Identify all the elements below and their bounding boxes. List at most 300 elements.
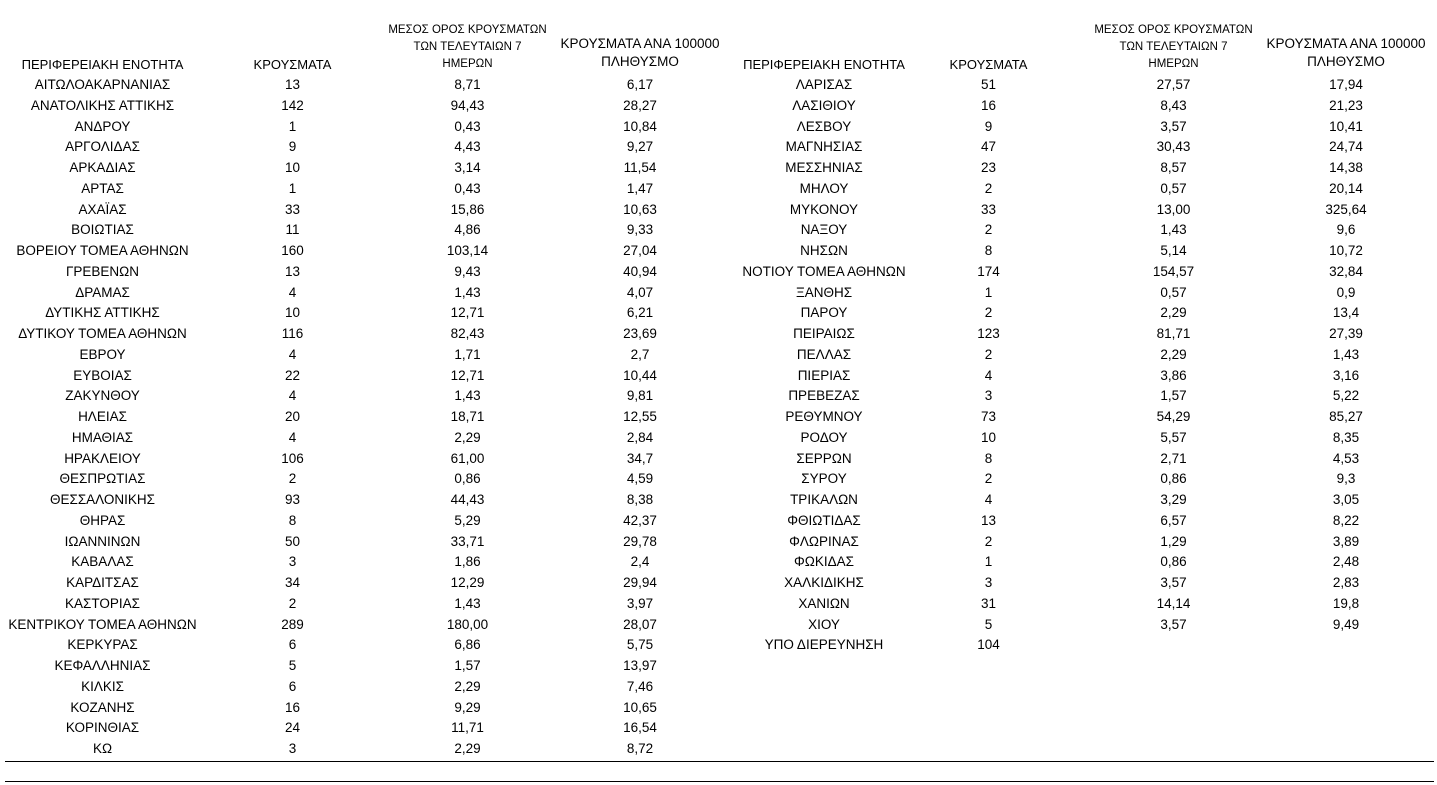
table-row: [726, 137, 1437, 158]
row-region: ΧΙΟΥ: [808, 616, 840, 632]
row-region: ΓΡΕΒΕΝΩΝ: [65, 263, 140, 279]
table-row: [726, 179, 1437, 200]
row-per-100k: 42,37: [623, 512, 657, 528]
row-cases: 23: [980, 160, 997, 175]
row-7day-average: 5,57: [1160, 429, 1187, 445]
row-cases: 142: [281, 97, 304, 113]
row-cases: 93: [284, 492, 301, 507]
row-7day-average: 12,29: [450, 575, 485, 590]
row-region: ΡΟΔΟΥ: [800, 429, 848, 445]
row-cases: 160: [281, 243, 304, 258]
row-region: ΚΑΡΔΙΤΣΑΣ: [66, 575, 139, 590]
row-cases: 5: [984, 616, 993, 632]
table-row: [726, 117, 1437, 138]
row-per-100k: 4,53: [1332, 450, 1360, 466]
row-7day-average: 1,43: [454, 284, 481, 300]
row-per-100k: 27,04: [623, 243, 657, 258]
row-region: ΠΙΕΡΙΑΣ: [797, 367, 851, 383]
row-region: ΠΑΡΟΥ: [800, 305, 848, 321]
row-7day-average: 5,29: [454, 512, 481, 528]
row-cases: 13: [284, 77, 301, 92]
row-7day-average: 1,29: [1160, 533, 1187, 549]
row-per-100k: 3,97: [626, 595, 654, 611]
row-7day-average: 3,57: [1160, 575, 1187, 590]
row-region: ΜΥΚΟΝΟΥ: [789, 201, 859, 217]
row-cases: 1: [288, 180, 297, 196]
row-cases: 10: [284, 305, 301, 321]
row-7day-average: 15,86: [450, 201, 485, 217]
row-cases: 4: [288, 284, 297, 300]
row-7day-average: 33,71: [450, 533, 485, 549]
row-cases: 6: [288, 678, 297, 694]
row-cases: 2: [288, 595, 297, 611]
row-7day-average: 0,86: [1160, 471, 1187, 487]
row-7day-average: 2,29: [1160, 346, 1187, 362]
row-7day-average: 4,43: [454, 139, 481, 155]
row-cases: 123: [977, 326, 1000, 341]
row-per-100k: 2,7: [630, 346, 650, 362]
table-row: [0, 200, 720, 221]
row-region: ΚΕΡΚΥΡΑΣ: [67, 637, 138, 653]
header-avg-line3: ΗΜΕΡΩΝ: [1148, 58, 1199, 70]
row-cases: 174: [977, 263, 1000, 279]
row-cases: 4: [984, 367, 993, 383]
table-row: [0, 656, 720, 677]
row-cases: 1: [984, 554, 993, 570]
header-per100k-line2: ΠΛΗΘΥΣΜΟ: [1307, 54, 1385, 69]
row-cases: 50: [284, 533, 301, 549]
row-per-100k: 13,97: [623, 658, 657, 673]
bottom-rule: [5, 761, 1434, 762]
row-per-100k: 2,84: [626, 429, 654, 445]
table-row: [726, 158, 1437, 179]
table-row: [726, 449, 1437, 470]
row-region: ΙΩΑΝΝΙΝΩΝ: [64, 533, 141, 549]
row-7day-average: 0,57: [1160, 284, 1187, 300]
row-cases: 2: [984, 222, 993, 238]
header-7day-average: [1076, 22, 1271, 73]
table-row: [726, 532, 1437, 553]
row-per-100k: 10,72: [1329, 243, 1363, 258]
row-cases: 73: [980, 409, 997, 424]
table-row: [726, 241, 1437, 262]
row-cases: 2: [984, 533, 993, 549]
header-cases: ΚΡΟΥΣΜΑΤΑ: [253, 57, 332, 72]
row-region: ΛΕΣΒΟΥ: [796, 118, 852, 134]
row-7day-average: 61,00: [450, 450, 485, 466]
row-cases: 4: [288, 388, 297, 404]
row-region: ΜΑΓΝΗΣΙΑΣ: [785, 139, 863, 155]
row-region: ΦΩΚΙΔΑΣ: [794, 554, 854, 570]
table-row: [726, 220, 1437, 241]
row-per-100k: 27,39: [1329, 326, 1363, 341]
row-per-100k: 40,94: [623, 263, 657, 279]
row-7day-average: 103,14: [446, 243, 489, 258]
row-per-100k: 28,07: [623, 616, 657, 632]
row-region: ΣΥΡΟΥ: [801, 471, 847, 487]
row-region: ΑΡΤΑΣ: [81, 180, 124, 196]
row-cases: 289: [281, 616, 304, 632]
row-per-100k: 2,83: [1332, 575, 1360, 590]
row-per-100k: 0,9: [1336, 284, 1356, 300]
row-7day-average: 1,57: [1160, 388, 1187, 404]
row-region: ΛΑΡΙΣΑΣ: [795, 77, 853, 92]
row-7day-average: 0,86: [454, 471, 481, 487]
table-row: [726, 366, 1437, 387]
row-7day-average: 81,71: [1156, 326, 1191, 341]
row-region: ΚΑΣΤΟΡΙΑΣ: [65, 595, 140, 611]
row-cases: 3: [288, 741, 297, 756]
row-region: ΧΑΝΙΩΝ: [798, 595, 850, 611]
row-7day-average: 14,14: [1156, 595, 1191, 611]
table-row: [726, 428, 1437, 449]
row-per-100k: 12,55: [623, 409, 657, 424]
row-cases: 2: [984, 346, 993, 362]
row-per-100k: 9,81: [626, 388, 654, 404]
row-per-100k: 3,16: [1332, 367, 1360, 383]
row-region: ΠΡΕΒΕΖΑΣ: [788, 388, 860, 404]
row-cases: 11: [285, 222, 300, 238]
row-per-100k: 3,05: [1332, 492, 1360, 507]
table-row: [0, 552, 720, 573]
row-cases: 106: [281, 450, 304, 466]
table-row: [0, 220, 720, 241]
header-avg-line2: ΤΩΝ ΤΕΛΕΥΤΑΙΩΝ 7: [1119, 41, 1228, 53]
row-cases: 3: [288, 554, 297, 570]
row-region: ΑΝΔΡΟΥ: [74, 118, 131, 134]
table-row: [726, 303, 1437, 324]
row-per-100k: 9,27: [626, 139, 654, 155]
row-cases: 1: [288, 118, 297, 134]
row-7day-average: 2,29: [1160, 305, 1187, 321]
row-per-100k: 6,17: [626, 77, 654, 92]
table-row: [0, 698, 720, 719]
row-cases: 47: [980, 139, 997, 155]
table-row: [0, 117, 720, 138]
table-row: [0, 366, 720, 387]
table-row: [0, 241, 720, 262]
row-per-100k: 24,74: [1329, 139, 1363, 155]
header-per100k-line2: ΠΛΗΘΥΣΜΟ: [601, 54, 679, 69]
row-cases: 2: [984, 471, 993, 487]
row-cases: 8: [288, 512, 297, 528]
row-7day-average: 12,71: [450, 367, 485, 383]
row-per-100k: 325,64: [1325, 201, 1367, 217]
row-cases: 10: [284, 160, 301, 175]
row-7day-average: 18,71: [450, 409, 485, 424]
table-row: [726, 511, 1437, 532]
table-row: [0, 469, 720, 490]
row-per-100k: 32,84: [1329, 263, 1363, 279]
table-row: [0, 75, 720, 96]
row-7day-average: 2,29: [454, 678, 481, 694]
bottom-rule: [5, 781, 1434, 782]
row-7day-average: 4,86: [454, 222, 481, 238]
table-row: [0, 137, 720, 158]
row-region: ΔΥΤΙΚΟΥ ΤΟΜΕΑ ΑΘΗΝΩΝ: [18, 326, 187, 341]
table-row: [0, 96, 720, 117]
table-row: [0, 635, 720, 656]
row-7day-average: 8,43: [1160, 97, 1187, 113]
table-row: [0, 677, 720, 698]
row-per-100k: 8,72: [626, 741, 654, 756]
row-region: ΡΕΘΥΜΝΟΥ: [785, 409, 863, 424]
right-table-header: [726, 0, 1437, 75]
row-per-100k: 8,38: [626, 492, 654, 507]
header-per-100k: [550, 35, 730, 71]
row-per-100k: 20,14: [1329, 180, 1363, 196]
row-7day-average: 6,57: [1160, 512, 1187, 528]
row-7day-average: 9,43: [454, 263, 481, 279]
header-avg-line3: ΗΜΕΡΩΝ: [442, 58, 493, 70]
row-per-100k: 11,54: [623, 160, 657, 175]
row-region: ΝΑΞΟΥ: [800, 222, 848, 238]
row-per-100k: 9,6: [1336, 222, 1356, 238]
row-per-100k: 2,4: [630, 554, 650, 570]
row-per-100k: 85,27: [1329, 409, 1363, 424]
row-cases: 9: [984, 118, 993, 134]
row-per-100k: 34,7: [626, 450, 654, 466]
row-7day-average: 180,00: [446, 616, 489, 632]
row-region: ΣΕΡΡΩΝ: [796, 450, 852, 466]
row-per-100k: 29,94: [623, 575, 657, 590]
row-per-100k: 5,75: [626, 637, 654, 653]
row-per-100k: 19,8: [1332, 595, 1360, 611]
row-per-100k: 4,07: [626, 284, 654, 300]
table-row: [0, 532, 720, 553]
table-row: [726, 635, 1437, 656]
row-7day-average: 54,29: [1156, 409, 1191, 424]
row-7day-average: 27,57: [1156, 77, 1191, 92]
row-per-100k: 1,47: [626, 180, 654, 196]
row-per-100k: 10,65: [623, 699, 657, 715]
table-row: [0, 594, 720, 615]
table-row: [726, 96, 1437, 117]
row-region: ΑΝΑΤΟΛΙΚΗΣ ΑΤΤΙΚΗΣ: [30, 97, 175, 113]
row-7day-average: 0,57: [1160, 180, 1187, 196]
header-region: ΠΕΡΙΦΕΡΕΙΑΚΗ ΕΝΟΤΗΤΑ: [21, 57, 184, 72]
row-per-100k: 6,21: [626, 305, 654, 321]
row-region: ΚΙΛΚΙΣ: [81, 678, 124, 694]
row-region: ΠΕΛΛΑΣ: [796, 346, 852, 362]
row-cases: 33: [284, 201, 301, 217]
table-row: [726, 386, 1437, 407]
row-cases: 2: [288, 471, 297, 487]
row-region: ΜΕΣΣΗΝΙΑΣ: [785, 160, 863, 175]
row-cases: 2: [984, 180, 993, 196]
row-cases: 3: [984, 388, 993, 404]
row-per-100k: 1,43: [1332, 346, 1360, 362]
row-7day-average: 82,43: [450, 326, 485, 341]
row-per-100k: 28,27: [623, 97, 657, 113]
row-region: ΛΑΣΙΘΙΟΥ: [792, 97, 856, 113]
row-per-100k: 10,44: [623, 367, 657, 383]
header-per100k-line1: ΚΡΟΥΣΜΑΤΑ ΑΝΑ 100000: [560, 36, 720, 51]
row-per-100k: 9,33: [626, 222, 654, 238]
row-7day-average: 8,57: [1160, 160, 1187, 175]
table-row: [726, 200, 1437, 221]
row-per-100k: 29,78: [623, 533, 657, 549]
row-cases: 2: [984, 305, 993, 321]
row-7day-average: 1,57: [454, 658, 481, 673]
row-cases: 9: [288, 139, 297, 155]
row-cases: 34: [284, 575, 301, 590]
header-per100k-line1: ΚΡΟΥΣΜΑΤΑ ΑΝΑ 100000: [1266, 36, 1426, 51]
row-7day-average: 5,14: [1160, 243, 1187, 258]
row-region: ΤΡΙΚΑΛΩΝ: [790, 492, 858, 507]
row-region: ΑΧΑΪΑΣ: [78, 201, 127, 217]
row-cases: 116: [281, 326, 304, 341]
table-row: [0, 428, 720, 449]
row-region: ΚΩ: [92, 741, 113, 756]
table-row: [726, 594, 1437, 615]
table-row: [0, 345, 720, 366]
table-row: [0, 490, 720, 511]
row-per-100k: 23,69: [623, 326, 657, 341]
row-7day-average: 2,71: [1160, 450, 1187, 466]
row-per-100k: 4,59: [626, 471, 654, 487]
row-7day-average: 154,57: [1152, 263, 1195, 279]
row-cases: 8: [984, 450, 993, 466]
row-region: ΝΟΤΙΟΥ ΤΟΜΕΑ ΑΘΗΝΩΝ: [742, 263, 906, 279]
table-row: [726, 407, 1437, 428]
table-row: [0, 511, 720, 532]
table-row: [0, 449, 720, 470]
table-row: [726, 345, 1437, 366]
row-cases: 20: [284, 409, 301, 424]
row-region: ΒΟΡΕΙΟΥ ΤΟΜΕΑ ΑΘΗΝΩΝ: [16, 243, 189, 258]
table-row: [726, 283, 1437, 304]
row-cases: 3: [984, 575, 993, 590]
table-row: [726, 573, 1437, 594]
row-per-100k: 13,4: [1332, 305, 1360, 321]
table-row: [0, 739, 720, 760]
row-cases: 4: [288, 346, 297, 362]
table-row: [726, 552, 1437, 573]
row-region: ΔΡΑΜΑΣ: [75, 284, 130, 300]
row-cases: 4: [984, 492, 993, 507]
row-region: ΗΡΑΚΛΕΙΟΥ: [64, 450, 141, 466]
header-avg-line1: ΜΕΣΟΣ ΟΡΟΣ ΚΡΟΥΣΜΑΤΩΝ: [388, 24, 547, 36]
header-region: ΠΕΡΙΦΕΡΕΙΑΚΗ ΕΝΟΤΗΤΑ: [743, 57, 905, 72]
row-cases: 13: [980, 512, 997, 528]
row-region: ΑΙΤΩΛΟΑΚΑΡΝΑΝΙΑΣ: [34, 77, 171, 92]
left-table-body: [0, 75, 720, 760]
table-row: [726, 615, 1437, 636]
row-7day-average: 3,29: [1160, 492, 1187, 507]
row-cases: 1: [984, 284, 993, 300]
row-region: ΚΟΡΙΝΘΙΑΣ: [65, 720, 140, 736]
row-region: ΗΜΑΘΙΑΣ: [71, 429, 134, 445]
table-row: [0, 283, 720, 304]
row-region: ΠΕΙΡΑΙΩΣ: [793, 326, 855, 341]
row-region: ΑΡΚΑΔΙΑΣ: [69, 160, 136, 175]
row-cases: 6: [288, 637, 297, 653]
row-per-100k: 8,22: [1332, 512, 1360, 528]
row-7day-average: 12,71: [450, 305, 485, 321]
table-row: [0, 615, 720, 636]
row-cases: 13: [284, 263, 301, 279]
row-cases: 8: [984, 243, 993, 258]
table-row: [0, 158, 720, 179]
row-cases: 24: [284, 720, 301, 736]
row-per-100k: 8,35: [1332, 429, 1360, 445]
row-7day-average: 3,86: [1160, 367, 1187, 383]
row-cases: 4: [288, 429, 297, 445]
row-cases: 22: [284, 367, 301, 383]
row-7day-average: 9,29: [454, 699, 481, 715]
row-region: ΕΒΡΟΥ: [79, 346, 126, 362]
row-7day-average: 3,57: [1160, 616, 1187, 632]
row-region: ΗΛΕΙΑΣ: [78, 409, 127, 424]
table-row: [0, 718, 720, 739]
row-region: ΚΕΝΤΡΙΚΟΥ ΤΟΜΕΑ ΑΘΗΝΩΝ: [8, 616, 197, 632]
table-row: [0, 262, 720, 283]
row-7day-average: 0,43: [454, 180, 481, 196]
row-cases: 10: [980, 429, 997, 445]
row-per-100k: 17,94: [1329, 77, 1363, 92]
row-7day-average: 1,43: [1160, 222, 1187, 238]
row-7day-average: 1,86: [454, 554, 481, 570]
row-region: ΒΟΙΩΤΙΑΣ: [71, 222, 134, 238]
row-per-100k: 7,46: [626, 678, 654, 694]
row-7day-average: 0,86: [1160, 554, 1187, 570]
row-7day-average: 3,57: [1160, 118, 1187, 134]
row-region: ΘΕΣΠΡΩΤΙΑΣ: [59, 471, 146, 487]
row-region: ΚΑΒΑΛΑΣ: [71, 554, 134, 570]
row-7day-average: 30,43: [1156, 139, 1191, 155]
row-7day-average: 0,43: [454, 118, 481, 134]
row-per-100k: 3,89: [1332, 533, 1360, 549]
row-7day-average: 2,29: [454, 741, 481, 756]
table-row: [726, 262, 1437, 283]
row-region: ΝΗΣΩΝ: [800, 243, 848, 258]
row-per-100k: 9,3: [1336, 471, 1356, 487]
right-table-body: [726, 75, 1437, 656]
row-per-100k: 10,41: [1329, 118, 1363, 134]
table-row: [726, 490, 1437, 511]
row-region: ΦΘΙΩΤΙΔΑΣ: [787, 512, 861, 528]
row-per-100k: 9,49: [1332, 616, 1360, 632]
table-row: [0, 386, 720, 407]
left-table-header: [0, 0, 720, 75]
row-per-100k: 5,22: [1332, 388, 1360, 404]
header-avg-line1: ΜΕΣΟΣ ΟΡΟΣ ΚΡΟΥΣΜΑΤΩΝ: [1094, 24, 1253, 36]
row-7day-average: 2,29: [454, 429, 481, 445]
row-cases: 33: [980, 201, 997, 217]
row-7day-average: 6,86: [454, 637, 481, 653]
row-cases: 16: [980, 97, 997, 113]
row-region: ΥΠΟ ΔΙΕΡΕΥΝΗΣΗ: [764, 637, 884, 653]
row-region: ΜΗΛΟΥ: [799, 180, 849, 196]
row-7day-average: 44,43: [450, 492, 485, 507]
table-row: [726, 324, 1437, 345]
row-7day-average: 3,14: [454, 160, 481, 175]
row-region: ΦΛΩΡΙΝΑΣ: [789, 533, 859, 549]
row-7day-average: 1,71: [454, 346, 481, 362]
row-region: ΧΑΛΚΙΔΙΚΗΣ: [784, 575, 864, 590]
row-region: ΔΥΤΙΚΗΣ ΑΤΤΙΚΗΣ: [45, 305, 160, 321]
row-cases: 51: [980, 77, 997, 92]
row-cases: 104: [977, 637, 1000, 653]
row-7day-average: 1,43: [454, 595, 481, 611]
row-7day-average: 1,43: [454, 388, 481, 404]
row-per-100k: 14,38: [1329, 160, 1363, 175]
row-cases: 5: [288, 658, 297, 673]
row-region: ΘΗΡΑΣ: [79, 512, 126, 528]
table-row: [726, 75, 1437, 96]
row-region: ΑΡΓΟΛΙΔΑΣ: [65, 139, 140, 155]
